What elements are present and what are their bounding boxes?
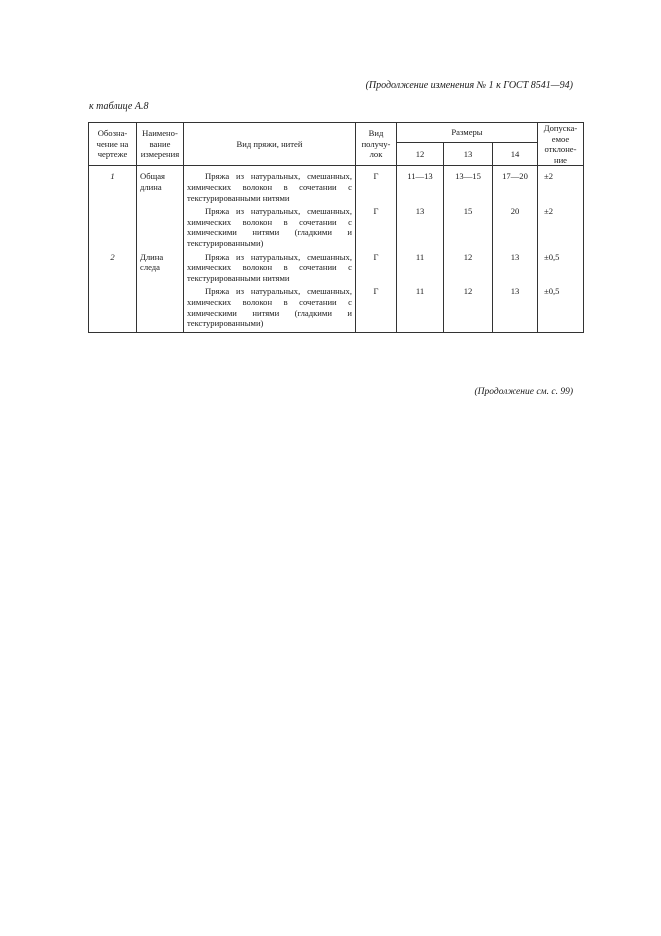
col-tolerance: Допуска-емое отклоне-ние: [538, 123, 584, 166]
table-row: [89, 203, 584, 248]
cell-type: Г: [356, 249, 397, 284]
cell-yarn: Пряжа из натуральных, смешанных, химических волокон в сочетании с текстурированными нитями: [184, 249, 356, 284]
cell-type: Г: [356, 166, 397, 203]
col-yarn-type: Вид пряжи, нитей: [184, 123, 356, 166]
cell-size-14: 13: [493, 283, 538, 328]
table-row: [89, 249, 584, 284]
cell-designation: 2: [89, 249, 137, 284]
cell-measure: [137, 283, 184, 328]
cell-measure: [137, 203, 184, 248]
cell-size-13: 12: [444, 249, 493, 284]
cell-size-12: 11: [397, 249, 444, 284]
cell-size-13: 13—15: [444, 166, 493, 203]
cell-designation: [89, 283, 137, 328]
cell-yarn: Пряжа из натуральных, смешанных, химических волокон в сочетании с химическими нитями (гладкими и текстурированными): [184, 283, 356, 328]
cell-size-12: 13: [397, 203, 444, 248]
table-row: [89, 283, 584, 328]
cell-size-13: 12: [444, 283, 493, 328]
col-size-13: 13: [444, 142, 493, 166]
col-size-12: 12: [397, 142, 444, 166]
cell-size-14: 13: [493, 249, 538, 284]
cell-size-12: 11—13: [397, 166, 444, 203]
cell-designation: [89, 203, 137, 248]
cell-tolerance: ±2: [538, 166, 584, 203]
continuation-footer: (Продолжение см. с. 99): [474, 387, 573, 397]
cell-yarn: Пряжа из натуральных, смешанных, химических волокон в сочетании с химическими нитями (гладкими и текстурированными): [184, 203, 356, 248]
cell-designation: 1: [89, 166, 137, 203]
table-row: [89, 166, 584, 203]
col-designation: Обозна-чение на чертеже: [89, 123, 137, 166]
table-reference: к таблице А.8: [89, 101, 149, 112]
cell-type: Г: [356, 283, 397, 328]
cell-size-12: 11: [397, 283, 444, 328]
cell-measure: Общая длина: [137, 166, 184, 203]
sizes-table: [88, 122, 584, 333]
cell-yarn: Пряжа из натуральных, смешанных, химических волокон в сочетании с текстурированными нитями: [184, 166, 356, 203]
cell-size-13: 15: [444, 203, 493, 248]
col-sizes: Размеры: [397, 123, 538, 143]
cell-size-14: 20: [493, 203, 538, 248]
continuation-header: (Продолжение изменения № 1 к ГОСТ 8541—94): [365, 80, 573, 91]
col-size-14: 14: [493, 142, 538, 166]
cell-tolerance: ±0,5: [538, 249, 584, 284]
cell-measure: Длина следа: [137, 249, 184, 284]
cell-type: Г: [356, 203, 397, 248]
cell-tolerance: ±2: [538, 203, 584, 248]
col-measure-name: Наимено-вание измерения: [137, 123, 184, 166]
cell-tolerance: ±0,5: [538, 283, 584, 328]
col-product-type: Вид получу-лок: [356, 123, 397, 166]
cell-size-14: 17—20: [493, 166, 538, 203]
